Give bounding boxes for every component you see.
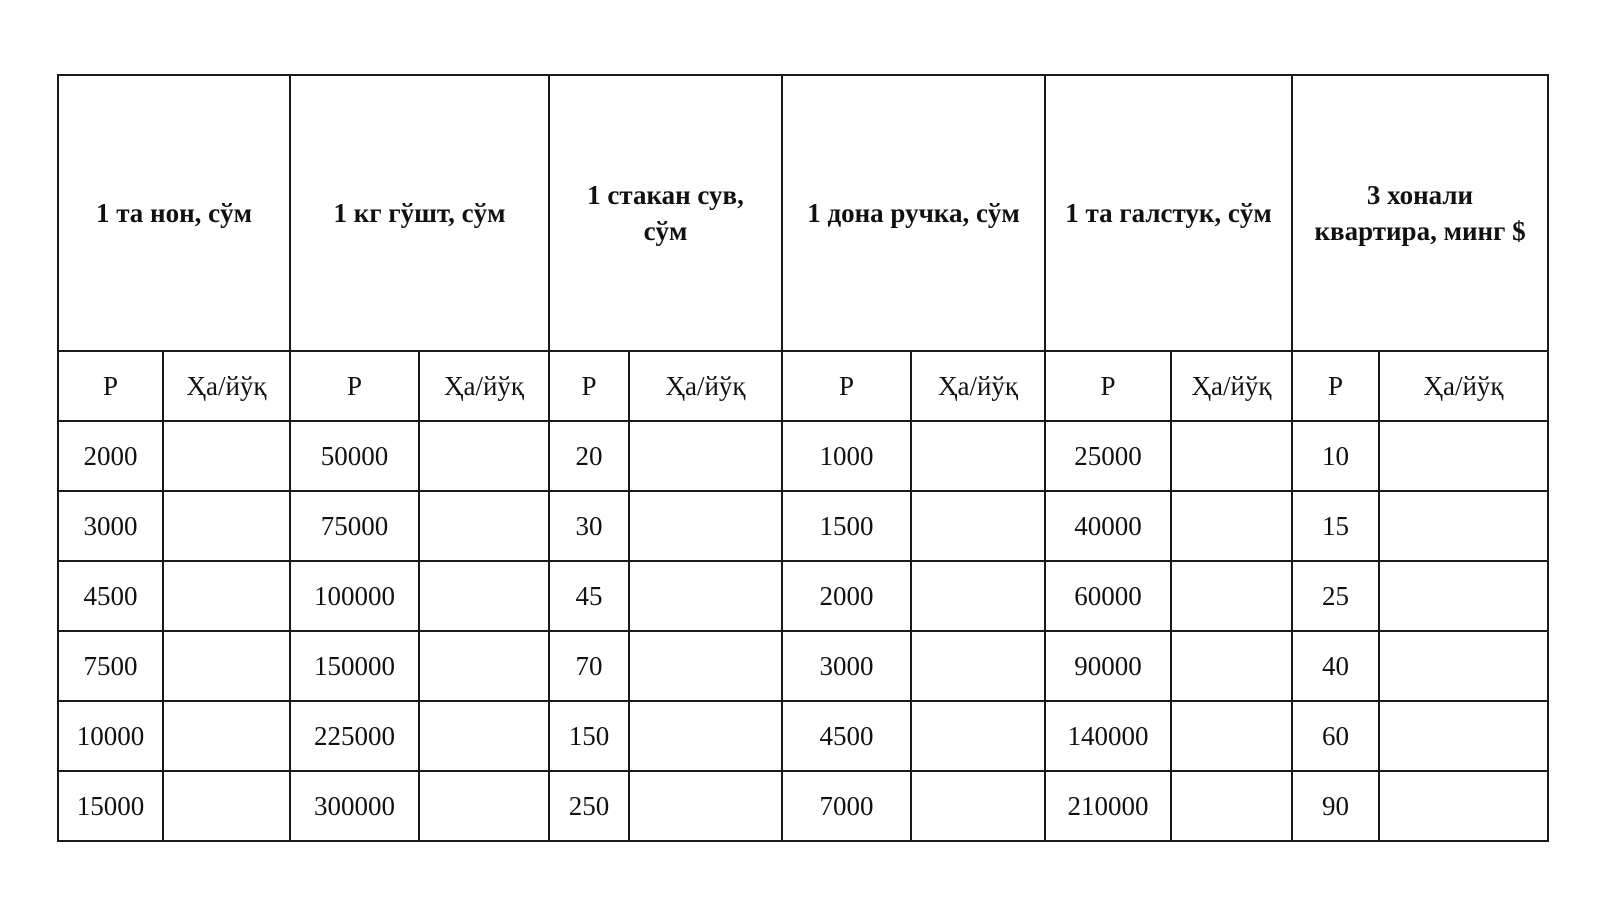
- answer-cell: [911, 701, 1045, 771]
- sub-header-price: P: [549, 351, 629, 421]
- price-cell: 7000: [782, 771, 911, 841]
- answer-cell: [1171, 561, 1292, 631]
- answer-cell: [1379, 701, 1548, 771]
- table-row: [58, 631, 1548, 701]
- price-cell: 40: [1292, 631, 1379, 701]
- answer-cell: [1379, 631, 1548, 701]
- price-cell: 60: [1292, 701, 1379, 771]
- group-header-meat: 1 кг гўшт, сўм: [290, 75, 549, 351]
- price-cell: 100000: [290, 561, 419, 631]
- answer-cell: [163, 491, 290, 561]
- sub-header-price: P: [782, 351, 911, 421]
- answer-cell: [911, 631, 1045, 701]
- sub-header-price: P: [1292, 351, 1379, 421]
- price-cell: 2000: [782, 561, 911, 631]
- table-row: [58, 561, 1548, 631]
- price-cell: 300000: [290, 771, 419, 841]
- price-cell: 2000: [58, 421, 163, 491]
- sub-header-yes-no: Ҳа/йўқ: [1171, 351, 1292, 421]
- answer-cell: [419, 421, 549, 491]
- answer-cell: [1171, 701, 1292, 771]
- price-cell: 225000: [290, 701, 419, 771]
- price-cell: 90000: [1045, 631, 1171, 701]
- answer-cell: [1379, 771, 1548, 841]
- answer-cell: [629, 421, 782, 491]
- group-header-apartment: 3 хонали квартира, минг $: [1292, 75, 1548, 351]
- sub-header-price: P: [1045, 351, 1171, 421]
- answer-cell: [1171, 631, 1292, 701]
- answer-cell: [163, 771, 290, 841]
- answer-cell: [163, 631, 290, 701]
- price-cell: 150: [549, 701, 629, 771]
- answer-cell: [419, 701, 549, 771]
- answer-cell: [1379, 561, 1548, 631]
- price-cell: 30: [549, 491, 629, 561]
- price-cell: 50000: [290, 421, 419, 491]
- sub-header-price: P: [58, 351, 163, 421]
- price-cell: 10000: [58, 701, 163, 771]
- price-cell: 10: [1292, 421, 1379, 491]
- price-cell: 150000: [290, 631, 419, 701]
- price-cell: 70: [549, 631, 629, 701]
- sub-header-row: [58, 351, 1548, 421]
- price-cell: 20: [549, 421, 629, 491]
- answer-cell: [629, 771, 782, 841]
- price-cell: 210000: [1045, 771, 1171, 841]
- answer-cell: [629, 491, 782, 561]
- sub-header-price: P: [290, 351, 419, 421]
- price-cell: 140000: [1045, 701, 1171, 771]
- answer-cell: [629, 561, 782, 631]
- answer-cell: [163, 561, 290, 631]
- sub-header-yes-no: Ҳа/йўқ: [911, 351, 1045, 421]
- price-cell: 1000: [782, 421, 911, 491]
- price-cell: 4500: [58, 561, 163, 631]
- answer-cell: [629, 631, 782, 701]
- price-cell: 7500: [58, 631, 163, 701]
- answer-cell: [629, 701, 782, 771]
- price-cell: 25: [1292, 561, 1379, 631]
- group-header-bread: 1 та нон, сўм: [58, 75, 290, 351]
- answer-cell: [1379, 491, 1548, 561]
- price-cell: 3000: [782, 631, 911, 701]
- answer-cell: [911, 561, 1045, 631]
- price-cell: 3000: [58, 491, 163, 561]
- table-row: [58, 421, 1548, 491]
- table-row: [58, 701, 1548, 771]
- price-cell: 1500: [782, 491, 911, 561]
- price-cell: 40000: [1045, 491, 1171, 561]
- table-body: [58, 421, 1548, 841]
- price-table: [57, 74, 1549, 842]
- answer-cell: [1379, 421, 1548, 491]
- group-header-water: 1 стакан сув, сўм: [549, 75, 782, 351]
- sub-header-yes-no: Ҳа/йўқ: [163, 351, 290, 421]
- sub-header-yes-no: Ҳа/йўқ: [629, 351, 782, 421]
- table-row: [58, 491, 1548, 561]
- answer-cell: [911, 491, 1045, 561]
- price-cell: 25000: [1045, 421, 1171, 491]
- price-cell: 15: [1292, 491, 1379, 561]
- answer-cell: [1171, 421, 1292, 491]
- answer-cell: [911, 421, 1045, 491]
- group-header-pen: 1 дона ручка, сўм: [782, 75, 1045, 351]
- price-cell: 4500: [782, 701, 911, 771]
- price-cell: 45: [549, 561, 629, 631]
- price-cell: 60000: [1045, 561, 1171, 631]
- answer-cell: [419, 771, 549, 841]
- sub-header-yes-no: Ҳа/йўқ: [1379, 351, 1548, 421]
- answer-cell: [1171, 491, 1292, 561]
- price-cell: 15000: [58, 771, 163, 841]
- answer-cell: [1171, 771, 1292, 841]
- answer-cell: [163, 421, 290, 491]
- answer-cell: [419, 491, 549, 561]
- price-cell: 75000: [290, 491, 419, 561]
- price-cell: 90: [1292, 771, 1379, 841]
- answer-cell: [911, 771, 1045, 841]
- group-header-tie: 1 та галстук, сўм: [1045, 75, 1292, 351]
- answer-cell: [419, 631, 549, 701]
- price-cell: 250: [549, 771, 629, 841]
- answer-cell: [419, 561, 549, 631]
- answer-cell: [163, 701, 290, 771]
- table-row: [58, 771, 1548, 841]
- sub-header-yes-no: Ҳа/йўқ: [419, 351, 549, 421]
- group-header-row: [58, 75, 1548, 351]
